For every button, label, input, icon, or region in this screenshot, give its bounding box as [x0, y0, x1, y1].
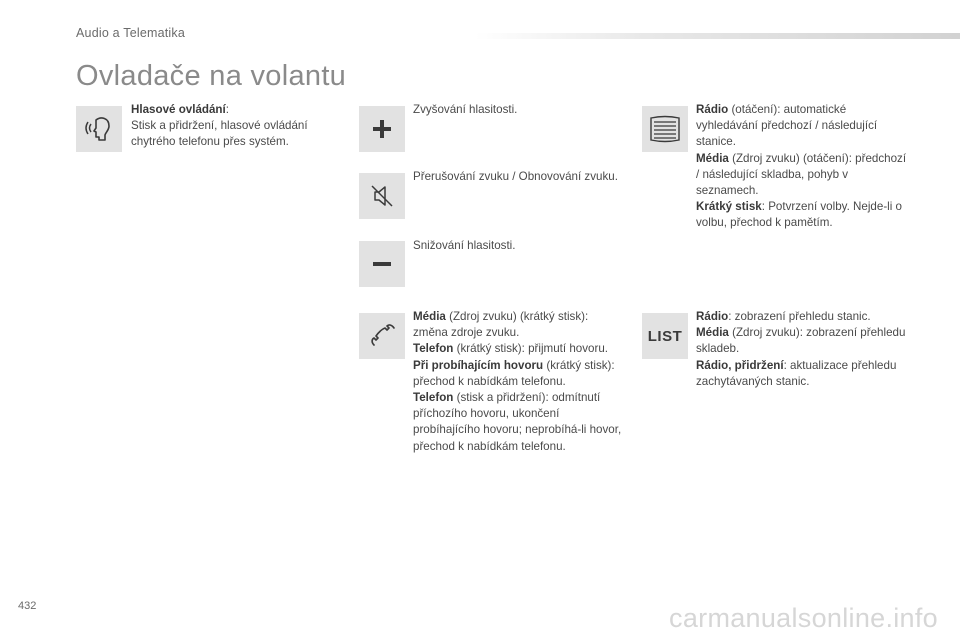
list-button-icon-box [642, 313, 688, 359]
scroll-wheel-icon [648, 115, 682, 143]
minus-icon [371, 253, 393, 275]
volume-down-description: Snižování hlasitosti. [413, 239, 516, 252]
mute-icon-box [359, 173, 405, 219]
volume-up-description: Zvyšování hlasitosti. [413, 103, 518, 116]
voice-control-text: Stisk a přidržení, hlasové ovládání chytrého telefonu přes systém. [131, 119, 308, 149]
voice-control-label: Hlasové ovládání [131, 103, 226, 116]
voice-control-icon-box [76, 106, 122, 152]
volume-down-icon-box [359, 241, 405, 287]
voice-control-description: Hlasové ovládání: Stisk a přidržení, hlasové ovládání chytrého telefonu přes systém. [131, 103, 308, 149]
scroll-wheel-description: Rádio (otáčení): automatické vyhledávání předchozí / následující stanice. Média (Zdroj zvuku) (otáčení): předchozí / následující skladba, pohyb v seznamech. Krátký stisk: Potvrzení volby. Nejde-li o volbu, přechod k pamětím. [696, 103, 907, 230]
watermark: carmanualsonline.info [669, 603, 938, 633]
list-description: Rádio: zobrazení přehledu stanic. Média (Zdroj zvuku): zobrazení přehledu skladeb. Rádio, přidržení: aktualizace přehledu zachytávaných stanic. [696, 310, 906, 388]
phone-icon-box [359, 313, 405, 359]
phone-description: Média (Zdroj zvuku) (krátký stisk): změna zdroje zvuku. Telefon (krátký stisk): přijmutí hovoru. Při probíhajícím hovoru (krátký stisk): přechod k nabídkám telefonu. Telefon (stisk a přidržení): odmítnutí příchozího hovoru, ukončení probíhajícího hovoru; neprobíhá-li hovor, přechod k nabídkám telefonu. [413, 310, 622, 453]
scroll-wheel-icon-box [642, 106, 688, 152]
list-button-icon: LIST [647, 327, 683, 345]
header-bar [475, 33, 960, 39]
volume-up-icon-box [359, 106, 405, 152]
section-header: Audio a Telematika [76, 26, 185, 40]
page-title: Ovladače na volantu [76, 60, 347, 92]
mute-icon [367, 181, 397, 211]
plus-icon [371, 118, 393, 140]
page-number: 432 [18, 600, 37, 612]
voice-control-icon [82, 112, 116, 146]
phone-icon [367, 321, 397, 351]
mute-description: Přerušování zvuku / Obnovování zvuku. [413, 170, 618, 183]
